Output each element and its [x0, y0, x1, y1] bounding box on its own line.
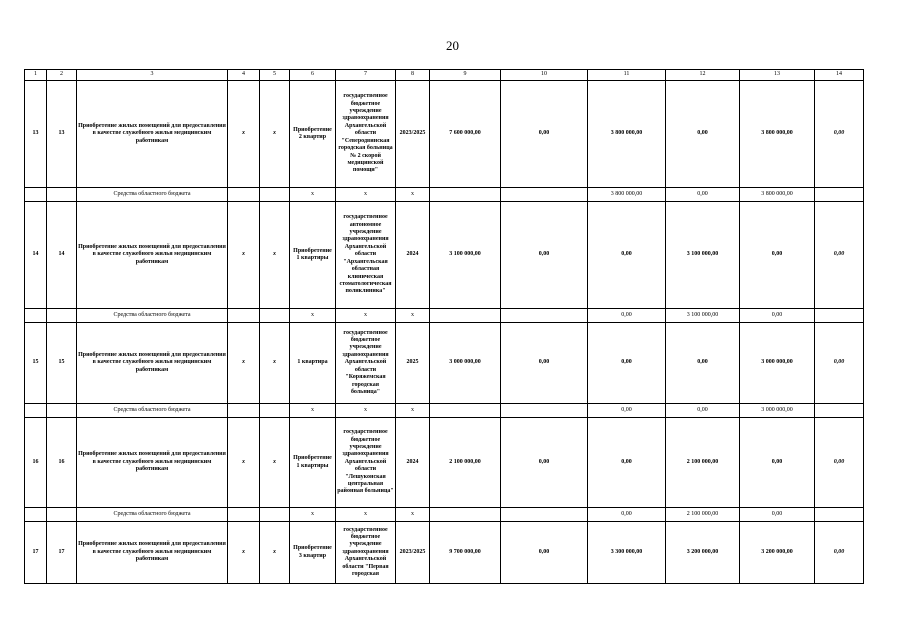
- cell-col-8: x: [396, 404, 430, 418]
- cell-col-9: [430, 309, 501, 323]
- cell-col-3: Приобретение жилых помещений для предоставления в качестве служебного жилья медицинским работникам: [77, 202, 228, 309]
- cell-col-4: [228, 188, 260, 202]
- cell-col-7: государственное бюджетное учреждение здравоохранения Архангельской области "Северодвинская городская больница № 2 скорой медицинской помощи": [336, 81, 396, 188]
- cell-col-3: Приобретение жилых помещений для предоставления в качестве служебного жилья медицинским работникам: [77, 418, 228, 508]
- cell-col-9: 3 000 000,00: [430, 323, 501, 404]
- cell-col-11: 3 800 000,00: [588, 188, 666, 202]
- cell-col-6: x: [290, 404, 336, 418]
- cell-col-9: 3 100 000,00: [430, 202, 501, 309]
- cell-col-6: x: [290, 508, 336, 522]
- cell-col-14: 0,00: [815, 522, 864, 584]
- cell-col-1: 14: [25, 202, 47, 309]
- cell-col-12: 2 100 000,00: [666, 508, 740, 522]
- cell-col-2: [47, 188, 77, 202]
- cell-col-5: x: [260, 323, 290, 404]
- column-number-8: 8: [396, 70, 430, 81]
- cell-col-7: x: [336, 508, 396, 522]
- cell-col-10: 0,00: [501, 418, 588, 508]
- column-number-row: [25, 70, 864, 81]
- cell-col-8: 2024: [396, 202, 430, 309]
- funding-source-row: [25, 188, 864, 202]
- cell-col-3: Приобретение жилых помещений для предоставления в качестве служебного жилья медицинским работникам: [77, 522, 228, 584]
- cell-col-13: 3 800 000,00: [740, 188, 815, 202]
- column-number-13: 13: [740, 70, 815, 81]
- cell-col-4: x: [228, 81, 260, 188]
- cell-col-7: государственное бюджетное учреждение здравоохранения Архангельской области "Коряжемская городская больница": [336, 323, 396, 404]
- column-number-5: 5: [260, 70, 290, 81]
- cell-col-5: x: [260, 418, 290, 508]
- cell-col-10: [501, 404, 588, 418]
- column-number-6: 6: [290, 70, 336, 81]
- cell-col-1: 15: [25, 323, 47, 404]
- cell-col-9: 2 100 000,00: [430, 418, 501, 508]
- cell-col-3: Средства областного бюджета: [77, 508, 228, 522]
- cell-col-1: [25, 508, 47, 522]
- cell-col-13: 3 000 000,00: [740, 323, 815, 404]
- column-number-9: 9: [430, 70, 501, 81]
- cell-col-5: x: [260, 81, 290, 188]
- cell-col-7: государственное автономное учреждение здравоохранения Архангельской области "Архангельская областная клиническая стоматологическая поликлиника": [336, 202, 396, 309]
- cell-col-11: 0,00: [588, 309, 666, 323]
- cell-col-3: Средства областного бюджета: [77, 404, 228, 418]
- cell-col-10: 0,00: [501, 202, 588, 309]
- cell-col-12: 0,00: [666, 323, 740, 404]
- cell-col-8: 2025: [396, 323, 430, 404]
- cell-col-11: 0,00: [588, 202, 666, 309]
- cell-col-12: 3 200 000,00: [666, 522, 740, 584]
- cell-col-14: [815, 508, 864, 522]
- cell-col-5: [260, 404, 290, 418]
- cell-col-2: 17: [47, 522, 77, 584]
- column-number-12: 12: [666, 70, 740, 81]
- cell-col-12: 0,00: [666, 188, 740, 202]
- cell-col-10: 0,00: [501, 522, 588, 584]
- cell-col-6: Приобретение 2 квартир: [290, 81, 336, 188]
- cell-col-13: 0,00: [740, 202, 815, 309]
- cell-col-13: 3 200 000,00: [740, 522, 815, 584]
- cell-col-4: x: [228, 522, 260, 584]
- cell-col-2: [47, 404, 77, 418]
- cell-col-2: [47, 309, 77, 323]
- cell-col-11: 0,00: [588, 418, 666, 508]
- cell-col-3: Средства областного бюджета: [77, 188, 228, 202]
- cell-col-4: x: [228, 418, 260, 508]
- column-number-4: 4: [228, 70, 260, 81]
- cell-col-1: 16: [25, 418, 47, 508]
- cell-col-7: x: [336, 188, 396, 202]
- cell-col-8: 2023/2025: [396, 81, 430, 188]
- table-row: [25, 522, 864, 584]
- cell-col-5: [260, 188, 290, 202]
- cell-col-4: [228, 508, 260, 522]
- cell-col-4: x: [228, 323, 260, 404]
- cell-col-7: государственное бюджетное учреждение здравоохранения Архангельской области "Первая городская: [336, 522, 396, 584]
- cell-col-10: 0,00: [501, 81, 588, 188]
- cell-col-11: 0,00: [588, 404, 666, 418]
- cell-col-5: x: [260, 202, 290, 309]
- cell-col-4: [228, 404, 260, 418]
- cell-col-2: 15: [47, 323, 77, 404]
- cell-col-1: 13: [25, 81, 47, 188]
- cell-col-2: 16: [47, 418, 77, 508]
- cell-col-2: 13: [47, 81, 77, 188]
- cell-col-8: x: [396, 188, 430, 202]
- cell-col-11: 3 300 000,00: [588, 522, 666, 584]
- cell-col-3: Приобретение жилых помещений для предоставления в качестве служебного жилья медицинским работникам: [77, 323, 228, 404]
- cell-col-8: x: [396, 508, 430, 522]
- cell-col-6: x: [290, 309, 336, 323]
- cell-col-11: 0,00: [588, 323, 666, 404]
- cell-col-14: [815, 309, 864, 323]
- cell-col-13: 3 800 000,00: [740, 81, 815, 188]
- cell-col-6: 1 квартира: [290, 323, 336, 404]
- column-number-7: 7: [336, 70, 396, 81]
- column-number-11: 11: [588, 70, 666, 81]
- cell-col-14: 0,00: [815, 323, 864, 404]
- cell-col-4: [228, 309, 260, 323]
- column-number-1: 1: [25, 70, 47, 81]
- cell-col-5: x: [260, 522, 290, 584]
- cell-col-12: 0,00: [666, 81, 740, 188]
- cell-col-9: [430, 508, 501, 522]
- cell-col-1: [25, 404, 47, 418]
- cell-col-6: Приобретение 3 квартир: [290, 522, 336, 584]
- program-table: [24, 69, 864, 584]
- cell-col-8: 2024: [396, 418, 430, 508]
- cell-col-10: 0,00: [501, 323, 588, 404]
- cell-col-12: 2 100 000,00: [666, 418, 740, 508]
- cell-col-13: 3 000 000,00: [740, 404, 815, 418]
- cell-col-7: x: [336, 404, 396, 418]
- cell-col-14: [815, 188, 864, 202]
- cell-col-1: 17: [25, 522, 47, 584]
- cell-col-9: [430, 188, 501, 202]
- cell-col-2: [47, 508, 77, 522]
- column-number-3: 3: [77, 70, 228, 81]
- cell-col-13: 0,00: [740, 418, 815, 508]
- column-number-2: 2: [47, 70, 77, 81]
- cell-col-3: Приобретение жилых помещений для предоставления в качестве служебного жилья медицинским работникам: [77, 81, 228, 188]
- cell-col-8: x: [396, 309, 430, 323]
- funding-source-row: [25, 309, 864, 323]
- cell-col-14: 0,00: [815, 202, 864, 309]
- cell-col-10: [501, 508, 588, 522]
- cell-col-5: [260, 309, 290, 323]
- cell-col-4: x: [228, 202, 260, 309]
- cell-col-13: 0,00: [740, 309, 815, 323]
- cell-col-6: x: [290, 188, 336, 202]
- cell-col-9: [430, 404, 501, 418]
- table-row: [25, 418, 864, 508]
- cell-col-12: 3 100 000,00: [666, 202, 740, 309]
- cell-col-6: Приобретение 1 квартиры: [290, 202, 336, 309]
- cell-col-11: 0,00: [588, 508, 666, 522]
- cell-col-7: x: [336, 309, 396, 323]
- cell-col-1: [25, 188, 47, 202]
- table-body: [25, 70, 864, 584]
- page-number: 20: [446, 38, 459, 53]
- table-row: [25, 323, 864, 404]
- funding-source-row: [25, 508, 864, 522]
- cell-col-3: Средства областного бюджета: [77, 309, 228, 323]
- cell-col-6: Приобретение 1 квартиры: [290, 418, 336, 508]
- cell-col-5: [260, 508, 290, 522]
- cell-col-9: 9 700 000,00: [430, 522, 501, 584]
- column-number-10: 10: [501, 70, 588, 81]
- table-row: [25, 81, 864, 188]
- cell-col-2: 14: [47, 202, 77, 309]
- cell-col-10: [501, 188, 588, 202]
- cell-col-14: 0,00: [815, 418, 864, 508]
- funding-source-row: [25, 404, 864, 418]
- cell-col-7: государственное бюджетное учреждение здравоохранения Архангельской области "Лешуконская центральная районная больница": [336, 418, 396, 508]
- cell-col-14: [815, 404, 864, 418]
- cell-col-11: 3 800 000,00: [588, 81, 666, 188]
- cell-col-12: 0,00: [666, 404, 740, 418]
- cell-col-1: [25, 309, 47, 323]
- cell-col-13: 0,00: [740, 508, 815, 522]
- cell-col-9: 7 600 000,00: [430, 81, 501, 188]
- cell-col-8: 2023/2025: [396, 522, 430, 584]
- table-row: [25, 202, 864, 309]
- cell-col-12: 3 100 000,00: [666, 309, 740, 323]
- cell-col-14: 0,00: [815, 81, 864, 188]
- column-number-14: 14: [815, 70, 864, 81]
- cell-col-10: [501, 309, 588, 323]
